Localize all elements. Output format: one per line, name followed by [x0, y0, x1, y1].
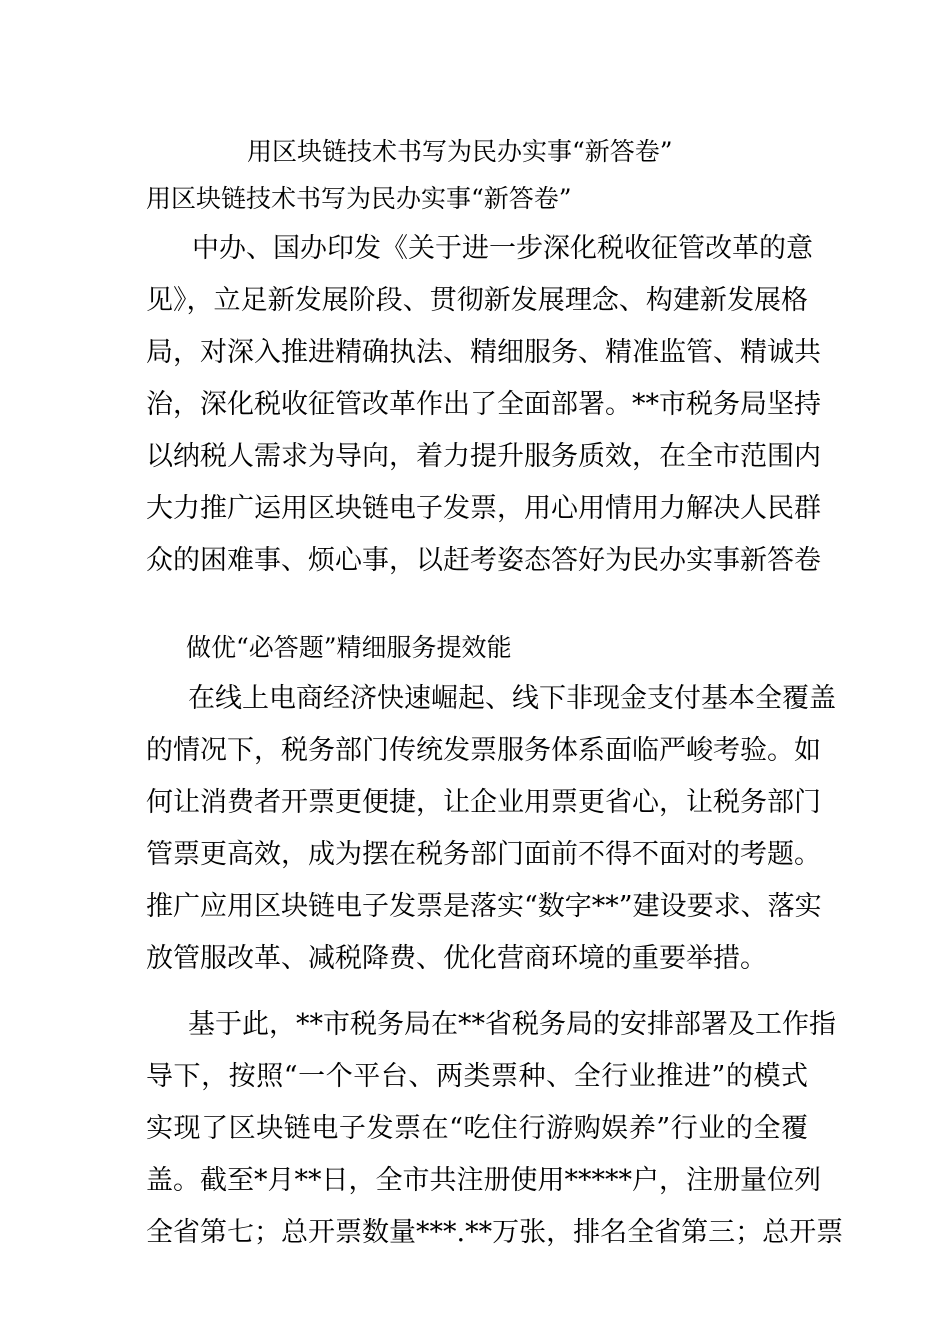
paragraph-line: 见》，立足新发展阶段、贯彻新发展理念、构建新发展格	[146, 285, 808, 316]
paragraph-line: 大力推广运用区块链电子发票，用心用情用力解决人民群	[146, 493, 821, 524]
paragraph-line: 导下，按照“一个平台、两类票种、全行业推进”的模式	[146, 1061, 808, 1092]
paragraph-line: 基于此，**市税务局在**省税务局的安排部署及工作指	[188, 1009, 836, 1040]
document-subtitle: 用区块链技术书写为民办实事“新答卷”	[146, 184, 572, 213]
paragraph-line: 在线上电商经济快速崛起、线下非现金支付基本全覆盖	[188, 683, 836, 714]
paragraph-line: 放管服改革、减税降费、优化营商环境的重要举措。	[146, 943, 767, 974]
paragraph-line: 何让消费者开票更便捷，让企业用票更省心，让税务部门	[146, 787, 821, 818]
paragraph-line: 局，对深入推进精确执法、精细服务、精准监管、精诚共	[146, 337, 821, 368]
paragraph-line: 全省第七；总开票数量***.**万张，排名全省第三；总开票	[146, 1217, 844, 1248]
paragraph-line: 治，深化税收征管改革作出了全面部署。**市税务局坚持	[146, 389, 821, 420]
paragraph-line: 管票更高效，成为摆在税务部门面前不得不面对的考题。	[146, 839, 821, 870]
paragraph-line: 推广应用区块链电子发票是落实“数字**”建设要求、落实	[146, 891, 822, 922]
paragraph-line: 中办、国办印发《关于进一步深化税收征管改革的意	[192, 233, 813, 264]
document-title: 用区块链技术书写为民办实事“新答卷”	[247, 137, 673, 166]
paragraph-line: 实现了区块链电子发票在“吃住行游购娱养”行业的全覆	[146, 1113, 808, 1144]
paragraph-line: 盖。截至*月**日，全市共注册使用*****户，注册量位列	[146, 1165, 821, 1196]
paragraph-line: 的情况下，税务部门传统发票服务体系面临严峻考验。如	[146, 735, 821, 766]
paragraph-line: 以纳税人需求为导向，着力提升服务质效，在全市范围内	[146, 441, 821, 472]
paragraph-line: 众的困难事、烦心事，以赶考姿态答好为民办实事新答卷	[146, 545, 821, 576]
section-heading: 做优“必答题”精细服务提效能	[186, 633, 512, 662]
